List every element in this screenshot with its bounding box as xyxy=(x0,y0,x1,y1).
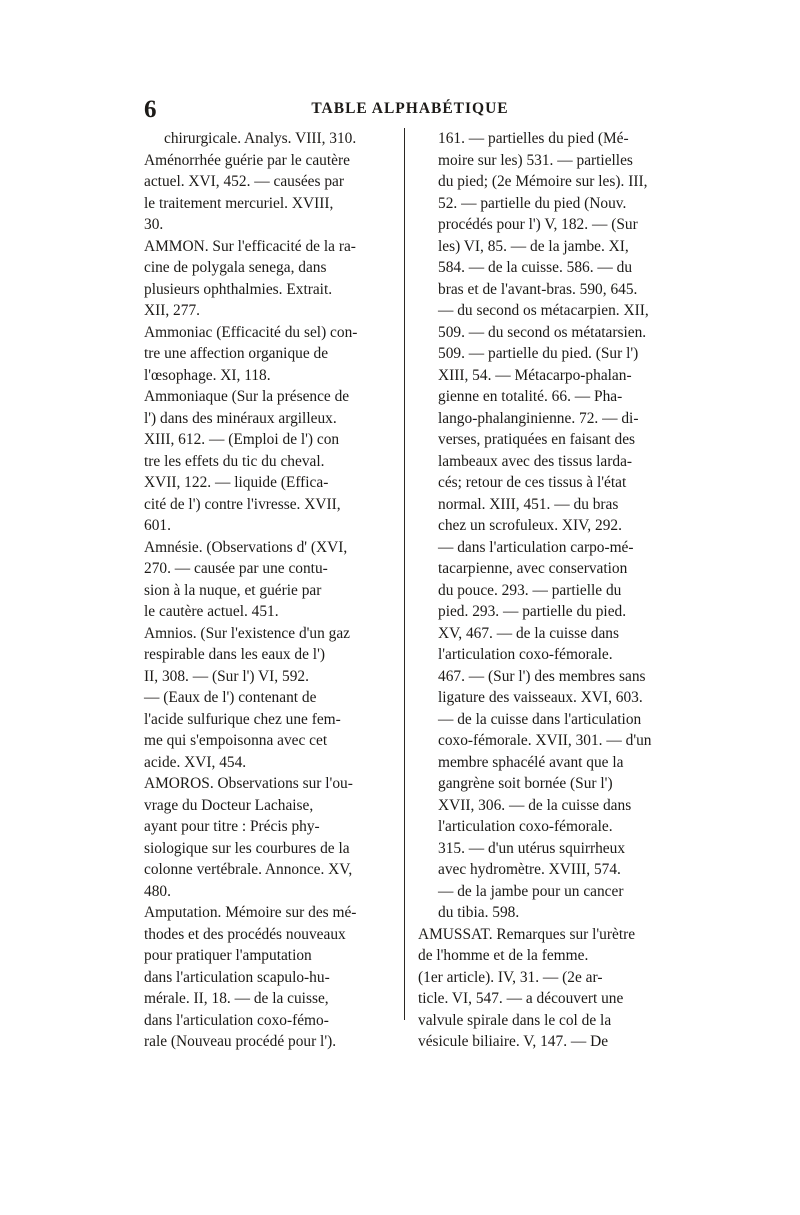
entry-line: XVII, 122. — liquide (Effica- xyxy=(144,474,329,491)
entry-line: lango-phalanginienne. 72. — di- xyxy=(438,409,639,427)
entry-line: AMMON. Sur l'efficacité de la ra- xyxy=(144,237,356,255)
entry-line: sion à la nuque, et guérie par xyxy=(144,581,322,599)
entry-line: le traitement mercuriel. XVIII, xyxy=(144,194,334,212)
entry-line: verses, pratiquées en faisant des xyxy=(438,431,636,448)
entry-line: vrage du Docteur Lachaise, xyxy=(144,796,314,814)
entry-line: membre sphacélé avant que la xyxy=(438,753,624,771)
entry-line: — dans l'articulation carpo-mé- xyxy=(438,538,634,556)
entry-line: procédés pour l') V, 182. — (Sur xyxy=(438,216,638,233)
entry-line: l'articulation coxo-fémorale. xyxy=(438,818,613,835)
entry-line: chirurgicale. Analys. VIII, 310. xyxy=(164,130,357,147)
entry-line: vésicule biliaire. V, 147. — De xyxy=(418,1033,609,1050)
entry-line: tre les effets du tic du cheval. xyxy=(144,452,325,470)
entry-line: tre une affection organique de xyxy=(144,345,329,362)
entry-line: Ammoniaque (Sur la présence de xyxy=(144,388,350,405)
entry-line: 161. — partielles du pied (Mé- xyxy=(438,130,629,147)
entry-line: 480. xyxy=(144,882,171,900)
entry-line: dans l'articulation scapulo-hu- xyxy=(144,968,330,986)
entry-line: ligature des vaisseaux. XVI, 603. xyxy=(438,689,643,706)
entry-line: — du second os métacarpien. XII, xyxy=(438,302,649,319)
entry-line: 30. xyxy=(144,216,164,233)
entry-line: pied. 293. — partielle du pied. xyxy=(438,603,627,620)
entry-line: le cautère actuel. 451. xyxy=(144,603,279,620)
entry-line: II, 308. — (Sur l') VI, 592. xyxy=(144,667,309,685)
index-entry xyxy=(418,924,660,1053)
entry-line: cés; retour de ces tissus à l'état xyxy=(438,474,627,491)
index-entry xyxy=(418,128,660,924)
entry-line: Amputation. Mémoire sur des mé- xyxy=(144,904,357,921)
entry-line: gangrène soit bornée (Sur l') xyxy=(438,775,613,792)
index-entry xyxy=(144,537,390,623)
entry-line: ticle. VI, 547. — a découvert une xyxy=(418,990,624,1007)
entry-line: bras et de l'avant-bras. 590, 645. xyxy=(438,280,638,298)
entry-line: 601. xyxy=(144,517,171,534)
entry-line: XII, 277. xyxy=(144,302,200,319)
entry-line: plusieurs ophthalmies. Extrait. xyxy=(144,280,333,298)
entry-line: normal. XIII, 451. — du bras xyxy=(438,495,619,513)
entry-line: actuel. XVI, 452. — causées par xyxy=(144,173,345,190)
index-entry xyxy=(144,623,390,774)
entry-line: cine de polygala senega, dans xyxy=(144,259,327,276)
entry-line: l') dans des minéraux argilleux. xyxy=(144,409,337,427)
entry-line: XVII, 306. — de la cuisse dans xyxy=(438,796,632,814)
entry-line: l'articulation coxo-fémorale. xyxy=(438,646,613,663)
entry-line: coxo-fémorale. XVII, 301. — d'un xyxy=(438,732,652,749)
entry-line: XIII, 54. — Métacarpo-phalan- xyxy=(438,366,632,384)
entry-line: 52. — partielle du pied (Nouv. xyxy=(438,194,627,212)
column-divider xyxy=(404,128,405,1020)
entry-line: — de la cuisse dans l'articulation xyxy=(438,710,642,728)
entry-line: du pied; (2e Mémoire sur les). III, xyxy=(438,173,648,190)
entry-line: chez un scrofuleux. XIV, 292. xyxy=(438,517,622,534)
index-entry xyxy=(144,386,390,537)
entry-line: XIII, 612. — (Emploi de l') con xyxy=(144,431,340,448)
entry-line: siologique sur les courbures de la xyxy=(144,839,350,857)
entry-line: rale (Nouveau procédé pour l'). xyxy=(144,1033,337,1050)
right-column xyxy=(418,128,660,1053)
entry-line: du tibia. 598. xyxy=(438,904,520,921)
index-entry xyxy=(144,150,390,236)
entry-line: de l'homme et de la femme. xyxy=(418,947,589,964)
entry-line: 315. — d'un utérus squirrheux xyxy=(438,839,626,857)
entry-line: 467. — (Sur l') des membres sans xyxy=(438,667,646,685)
index-entry xyxy=(144,773,390,902)
entry-line: dans l'articulation coxo-fémo- xyxy=(144,1011,329,1029)
entry-line: tacarpienne, avec conservation xyxy=(438,560,628,577)
page-number: 6 xyxy=(144,96,157,123)
index-entry xyxy=(144,128,390,150)
entry-line: — de la jambe pour un cancer xyxy=(438,882,624,900)
entry-line: 509. — du second os métatarsien. xyxy=(438,323,647,341)
entry-line: (1er article). IV, 31. — (2e ar- xyxy=(418,968,603,986)
entry-line: — (Eaux de l') contenant de xyxy=(144,689,317,706)
entry-line: moire sur les) 531. — partielles xyxy=(438,151,633,169)
entry-line: les) VI, 85. — de la jambe. XI, xyxy=(438,237,629,255)
entry-line: Amnios. (Sur l'existence d'un gaz xyxy=(144,624,351,642)
entry-line: respirable dans les eaux de l') xyxy=(144,646,325,663)
entry-line: me qui s'empoisonna avec cet xyxy=(144,732,328,749)
entry-line: du pouce. 293. — partielle du xyxy=(438,581,622,599)
entry-line: lambeaux avec des tissus larda- xyxy=(438,452,633,470)
entry-line: AMUSSAT. Remarques sur l'urètre xyxy=(418,925,636,943)
entry-line: Amnésie. (Observations d' (XVI, xyxy=(144,538,348,556)
entry-line: avec hydromètre. XVIII, 574. xyxy=(438,861,621,878)
entry-line: 509. — partielle du pied. (Sur l') xyxy=(438,345,639,362)
entry-line: ayant pour titre : Précis phy- xyxy=(144,818,320,835)
entry-line: colonne vertébrale. Annonce. XV, xyxy=(144,861,353,878)
entry-line: l'acide sulfurique chez une fem- xyxy=(144,710,341,728)
entry-line: Aménorrhée guérie par le cautère xyxy=(144,151,350,169)
page-title: TABLE ALPHABÉTIQUE xyxy=(311,100,509,117)
entry-line: 584. — de la cuisse. 586. — du xyxy=(438,259,633,276)
entry-line: valvule spirale dans le col de la xyxy=(418,1011,612,1029)
entry-line: pour pratiquer l'amputation xyxy=(144,947,312,964)
entry-line: 270. — causée par une contu- xyxy=(144,560,328,577)
entry-line: gienne en totalité. 66. — Pha- xyxy=(438,388,623,405)
index-entry xyxy=(144,322,390,387)
entry-line: mérale. II, 18. — de la cuisse, xyxy=(144,990,329,1007)
index-entry xyxy=(144,236,390,322)
entry-line: Ammoniac (Efficacité du sel) con- xyxy=(144,323,358,341)
entry-line: acide. XVI, 454. xyxy=(144,753,247,771)
index-entry xyxy=(144,902,390,1053)
page-header xyxy=(140,96,680,124)
entry-line: AMOROS. Observations sur l'ou- xyxy=(144,775,353,792)
entry-line: XV, 467. — de la cuisse dans xyxy=(438,624,619,642)
entry-line: l'œsophage. XI, 118. xyxy=(144,366,271,384)
entry-line: cité de l') contre l'ivresse. XVII, xyxy=(144,495,341,513)
entry-line: thodes et des procédés nouveaux xyxy=(144,925,346,943)
left-column xyxy=(144,128,390,1053)
